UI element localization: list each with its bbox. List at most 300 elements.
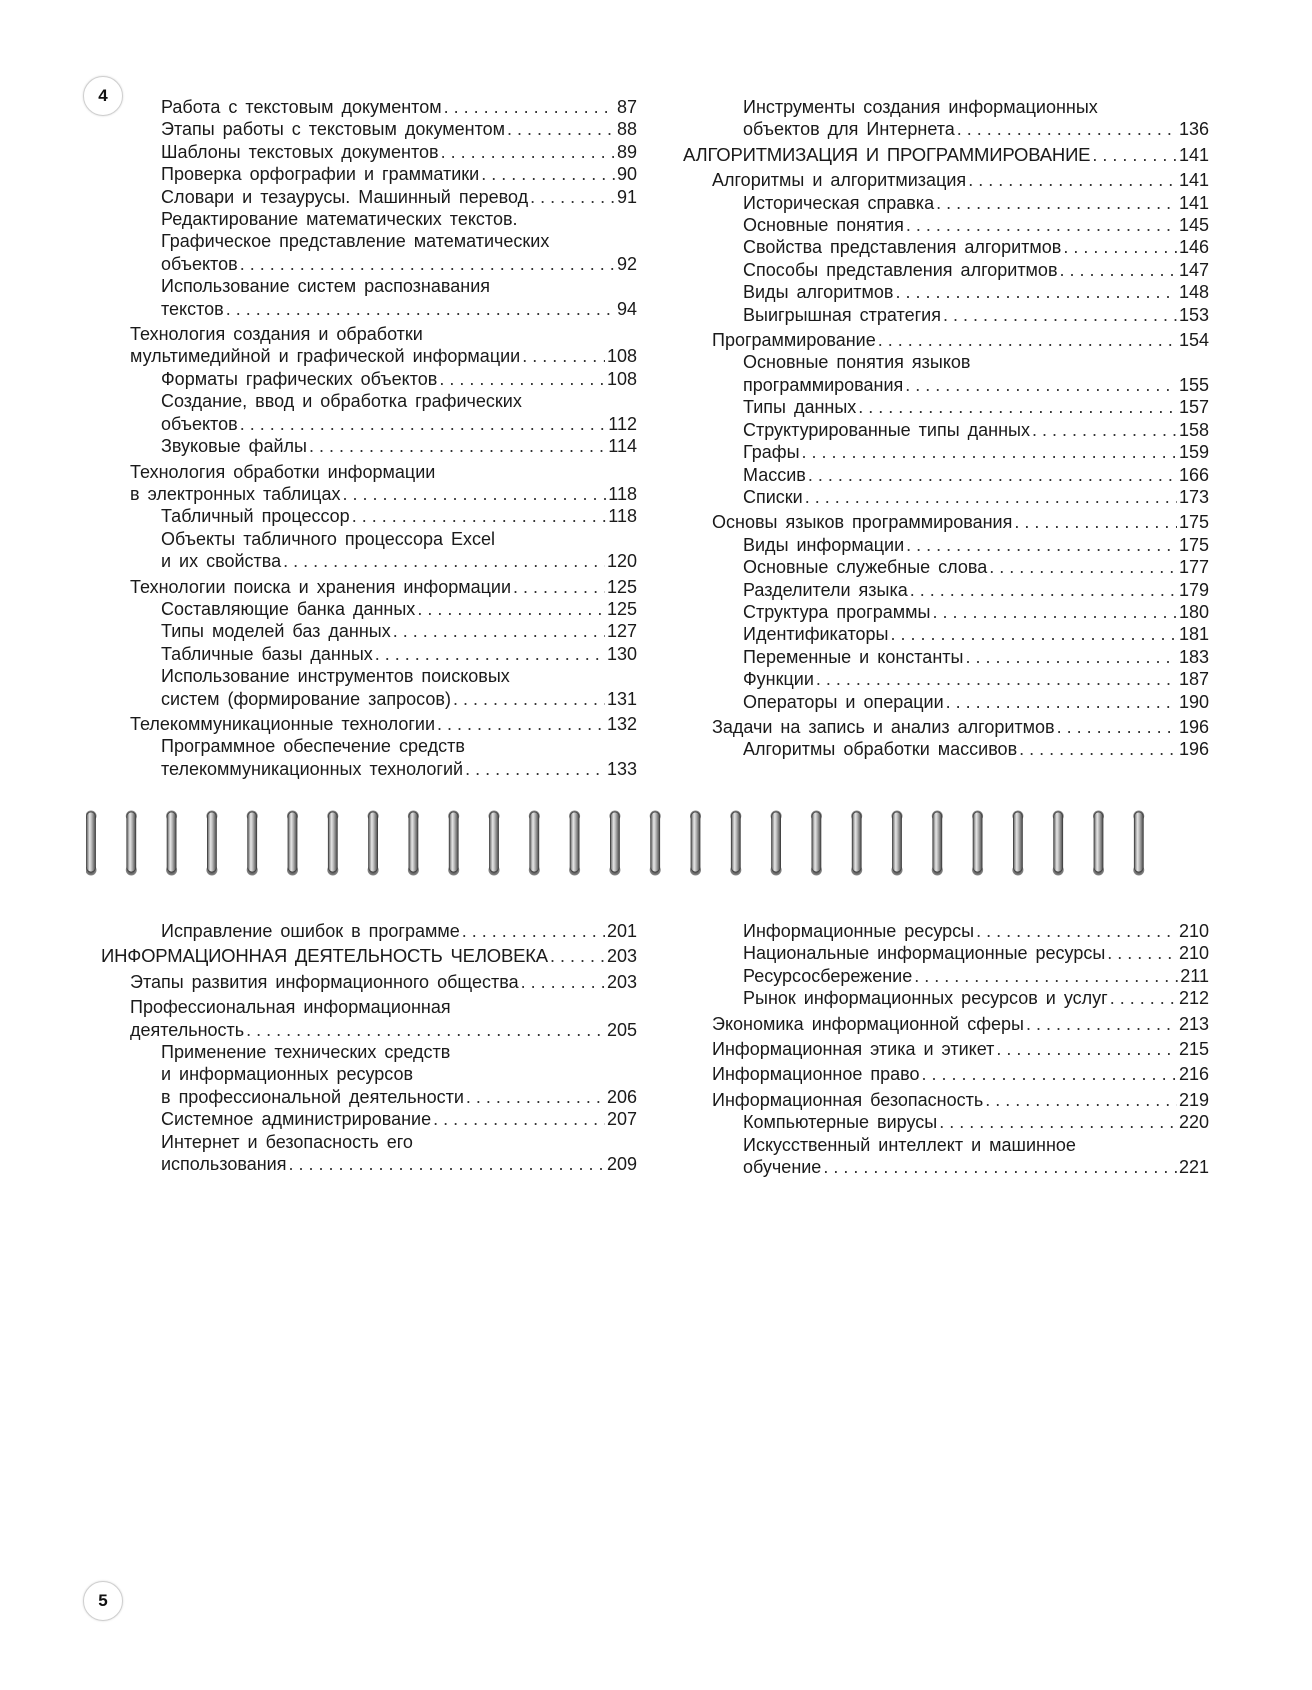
toc-entry-page: 187 <box>1178 669 1209 690</box>
toc-entry-title: Функции <box>743 669 814 690</box>
binding-ring <box>932 811 943 876</box>
toc-entry-title: Идентификаторы <box>743 624 889 645</box>
toc-entry-page: 215 <box>1178 1039 1209 1060</box>
toc-entry-page: 141 <box>1178 170 1209 191</box>
toc-entry-page: 211 <box>1180 965 1209 986</box>
toc-entry-title: Структурированные типы данных <box>743 419 1030 440</box>
toc-entry-page: 141 <box>1178 192 1209 213</box>
dot-leader <box>906 534 1177 556</box>
toc-entry-title: Массив <box>743 464 806 485</box>
dot-leader <box>985 1089 1177 1111</box>
toc-entry-page: 210 <box>1178 921 1209 941</box>
dot-leader <box>444 96 615 118</box>
page-number-bottom-label: 5 <box>98 1591 108 1610</box>
binding-ring <box>690 811 701 876</box>
toc-entry-page: 219 <box>1178 1089 1209 1110</box>
spiral-binding <box>86 808 1246 888</box>
toc-entry <box>683 1013 1209 1035</box>
toc-entry-page: 108 <box>606 368 637 389</box>
toc-entry-page: 112 <box>608 413 637 434</box>
toc-entry <box>101 141 637 163</box>
binding-ring <box>86 811 97 876</box>
toc-entry-title: телекоммуникационных технологий <box>161 758 464 779</box>
toc-entry <box>683 534 1209 556</box>
dot-leader <box>507 118 615 140</box>
toc-entry-page: 108 <box>606 346 637 367</box>
toc-entry-title: и их свойства <box>161 551 282 572</box>
toc-entry-title: Информационная безопасность <box>712 1089 984 1110</box>
dot-leader <box>1019 738 1177 760</box>
toc-entry-title: Свойства представления алгоритмов <box>743 237 1062 258</box>
toc-entry-title: Технологии поиска и хранения информации <box>130 576 512 597</box>
binding-ring <box>368 811 379 876</box>
dot-leader <box>939 1111 1177 1133</box>
dot-leader <box>1092 144 1177 166</box>
toc-entry <box>101 528 637 573</box>
toc-entry-title: Способы представления алгоритмов <box>743 259 1058 280</box>
toc-entry-title: Табличный процессор <box>161 506 350 527</box>
toc-entry-page: 92 <box>616 253 637 274</box>
binding-ring <box>730 811 741 876</box>
toc-entry-page: 159 <box>1178 442 1209 463</box>
binding-ring <box>448 811 459 876</box>
dot-leader <box>965 646 1177 668</box>
dot-leader <box>240 253 615 275</box>
toc-entry-title-line: Применение технических средств <box>161 1042 451 1063</box>
toc-entry-title-line: и информационных ресурсов <box>161 1064 414 1085</box>
toc-entry-title: Переменные и константы <box>743 646 964 667</box>
toc-entry-title: программирования <box>743 374 904 395</box>
toc-entry-page: 131 <box>606 688 637 709</box>
toc-entry-page: 205 <box>606 1019 637 1040</box>
toc-entry <box>683 192 1209 214</box>
dot-leader <box>895 281 1176 303</box>
toc-entry-title-line: Технология обработки информации <box>130 461 436 482</box>
toc-entry <box>101 275 637 320</box>
toc-entry-title: деятельность <box>130 1019 245 1040</box>
toc-entry <box>101 186 637 208</box>
binding-ring <box>247 811 258 876</box>
page-number-bottom <box>83 1581 123 1621</box>
binding-ring <box>771 811 782 876</box>
toc-entry <box>683 716 1209 738</box>
toc-entry-page: 179 <box>1178 579 1209 600</box>
toc-entry-page: 130 <box>606 643 637 664</box>
toc-entry <box>101 971 637 993</box>
dot-leader <box>342 483 606 505</box>
toc-entry <box>101 163 637 185</box>
toc-entry-page: 154 <box>1178 330 1209 351</box>
dot-leader <box>914 965 1178 987</box>
toc-entry-page: 157 <box>1178 397 1209 418</box>
toc-entry-title: Выигрышная стратегия <box>743 304 941 325</box>
toc-entry-page: 158 <box>1178 419 1209 440</box>
dot-leader <box>240 413 607 435</box>
toc-entry-title: Компьютерные вирусы <box>743 1112 938 1133</box>
binding-ring <box>609 811 620 876</box>
binding-ring <box>166 811 177 876</box>
dot-leader <box>1110 987 1177 1009</box>
toc-entry-title: Операторы и операции <box>743 691 944 712</box>
binding-ring <box>892 811 903 876</box>
dot-leader <box>989 556 1177 578</box>
toc-entry-title: Графы <box>743 442 800 463</box>
toc-entry-title: объектов <box>161 253 238 274</box>
toc-entry <box>101 323 637 368</box>
binding-ring <box>206 811 217 876</box>
toc-entry-title: Шаблоны текстовых документов <box>161 141 439 162</box>
toc-entry-title: Этапы работы с текстовым документом <box>161 119 506 140</box>
toc-entry-page: 196 <box>1178 716 1209 737</box>
dot-leader <box>802 441 1177 463</box>
toc-entry-title: Историческая справка <box>743 192 935 213</box>
dot-leader <box>906 214 1177 236</box>
dot-leader <box>226 298 615 320</box>
toc-entry-title: Основные служебные слова <box>743 557 988 578</box>
toc-entry-page: 213 <box>1178 1013 1209 1034</box>
toc-entry-page: 207 <box>606 1109 637 1130</box>
toc-entry-page: 132 <box>606 713 637 734</box>
toc-entry-page: 166 <box>1178 464 1209 485</box>
toc-entry <box>101 118 637 140</box>
binding-ring <box>327 811 338 876</box>
toc-entry-page: 175 <box>1178 512 1209 533</box>
toc-entry <box>101 435 637 457</box>
toc-top-right <box>683 96 1209 761</box>
toc-entry-title: Исправление ошибок в программе <box>161 921 460 941</box>
binding-ring <box>408 811 419 876</box>
toc-entry-title: Виды алгоритмов <box>743 282 894 303</box>
toc-entry-page: 125 <box>606 598 637 619</box>
dot-leader <box>858 396 1177 418</box>
toc-entry <box>683 1111 1209 1133</box>
dot-leader <box>943 304 1177 326</box>
toc-entry <box>101 735 637 780</box>
toc-entry-page: 87 <box>616 97 637 117</box>
toc-entry-page: 147 <box>1178 259 1209 280</box>
toc-top-left <box>101 96 637 780</box>
dot-leader <box>465 758 605 780</box>
dot-leader <box>309 435 606 457</box>
toc-entry-page: 127 <box>606 621 637 642</box>
toc-entry-page: 155 <box>1178 374 1209 395</box>
dot-leader <box>976 920 1177 942</box>
toc-entry <box>683 236 1209 258</box>
toc-entry-page: 196 <box>1178 739 1209 760</box>
dot-leader <box>1026 1013 1177 1035</box>
toc-entry-page: 173 <box>1178 486 1209 507</box>
toc-entry <box>683 1134 1209 1179</box>
binding-ring <box>1093 811 1104 876</box>
toc-entry <box>683 1063 1209 1085</box>
toc-entry-title: Ресурсосбережение <box>743 965 913 986</box>
toc-entry <box>683 464 1209 486</box>
dot-leader <box>283 550 605 572</box>
toc-entry-title-line: Объекты табличного процессора Excel <box>161 528 495 549</box>
toc-entry-page: 91 <box>616 186 637 207</box>
toc-entry-title-line: Использование инструментов поисковых <box>161 666 510 687</box>
toc-entry-title: Основные понятия <box>743 215 904 236</box>
toc-entry-page: 177 <box>1178 557 1209 578</box>
toc-entry-title: ИНФОРМАЦИОННАЯ ДЕЯТЕЛЬНОСТЬ ЧЕЛОВЕКА <box>101 945 548 967</box>
toc-entry-title: объектов <box>161 413 238 434</box>
toc-entry-title: Типы моделей баз данных <box>161 621 391 642</box>
dot-leader <box>878 329 1177 351</box>
toc-entry-title: Этапы развития информационного общества <box>130 971 519 992</box>
toc-entry <box>683 144 1209 166</box>
toc-entry-page: 89 <box>616 141 637 162</box>
toc-entry <box>683 691 1209 713</box>
toc-entry <box>683 259 1209 281</box>
dot-leader <box>957 118 1177 140</box>
toc-entry <box>683 646 1209 668</box>
toc-entry-title: Национальные информационные ресурсы <box>743 943 1106 964</box>
toc-entry <box>683 486 1209 508</box>
toc-entry <box>683 579 1209 601</box>
dot-leader <box>466 1086 605 1108</box>
toc-entry <box>101 1041 637 1108</box>
toc-entry <box>101 1108 637 1130</box>
toc-entry <box>683 556 1209 578</box>
dot-leader <box>439 368 605 390</box>
toc-entry-page: 181 <box>1178 624 1209 645</box>
dot-leader <box>1107 942 1177 964</box>
toc-entry-title-line: Технология создания и обработки <box>130 324 423 345</box>
toc-entry-page: 118 <box>608 506 637 527</box>
dot-leader <box>522 345 605 367</box>
toc-entry <box>101 505 637 527</box>
toc-entry <box>683 987 1209 1009</box>
dot-leader <box>1032 419 1177 441</box>
dot-leader <box>910 579 1177 601</box>
binding-ring <box>851 811 862 876</box>
toc-bottom-right <box>683 920 1209 1178</box>
toc-entry <box>101 945 637 967</box>
toc-entry <box>101 920 637 942</box>
toc-entry-title: Форматы графических объектов <box>161 368 438 389</box>
toc-entry <box>101 368 637 390</box>
dot-leader <box>946 691 1177 713</box>
binding-ring <box>1053 811 1064 876</box>
toc-entry-title-line: Программное обеспечение средств <box>161 736 465 757</box>
binding-ring <box>811 811 822 876</box>
toc-entry-title: Задачи на запись и анализ алгоритмов <box>712 716 1055 737</box>
toc-entry-title: Списки <box>743 486 803 507</box>
toc-entry-title: мультимедийной и графической информации <box>130 346 521 367</box>
toc-entry-page: 88 <box>616 119 637 140</box>
toc-entry-title: Информационное право <box>712 1064 920 1085</box>
toc-entry-title-line: Графическое представление математических <box>161 231 550 252</box>
toc-entry <box>101 996 637 1041</box>
toc-entry-title: Работа с текстовым документом <box>161 97 442 117</box>
toc-entry <box>683 96 1209 141</box>
dot-leader <box>288 1153 604 1175</box>
toc-entry <box>683 920 1209 942</box>
toc-entry <box>101 96 637 118</box>
toc-entry-title: Структура программы <box>743 601 931 622</box>
toc-entry-page: 209 <box>606 1154 637 1175</box>
toc-entry-page: 148 <box>1178 282 1209 303</box>
dot-leader <box>453 688 605 710</box>
toc-entry <box>683 1038 1209 1060</box>
toc-entry-page: 175 <box>1178 534 1209 555</box>
dot-leader <box>417 598 605 620</box>
toc-entry-page: 190 <box>1178 691 1209 712</box>
toc-bottom-left <box>101 920 637 1175</box>
dot-leader <box>1057 716 1177 738</box>
dot-leader <box>462 920 605 942</box>
toc-entry-page: 94 <box>616 298 637 319</box>
page-number-top-label: 4 <box>98 86 108 105</box>
toc-entry <box>101 208 637 275</box>
binding-ring <box>972 811 983 876</box>
toc-entry <box>683 351 1209 396</box>
toc-entry-title: Информационная этика и этикет <box>712 1039 995 1060</box>
toc-entry-page: 183 <box>1178 646 1209 667</box>
toc-entry-title: Типы данных <box>743 397 857 418</box>
dot-leader <box>246 1019 605 1041</box>
dot-leader <box>936 192 1177 214</box>
toc-entry <box>683 281 1209 303</box>
toc-entry-page: 220 <box>1178 1112 1209 1133</box>
toc-entry-page: 118 <box>608 483 637 504</box>
toc-entry-page: 136 <box>1178 119 1209 140</box>
toc-entry-page: 133 <box>606 758 637 779</box>
toc-entry-page: 221 <box>1178 1157 1209 1178</box>
toc-entry <box>101 643 637 665</box>
dot-leader <box>808 464 1177 486</box>
toc-entry-page: 210 <box>1178 943 1209 964</box>
toc-entry-page: 203 <box>606 971 637 992</box>
toc-entry-page: 203 <box>606 946 637 967</box>
toc-entry-title: в профессиональной деятельности <box>161 1086 464 1107</box>
toc-entry-title: Алгоритмы обработки массивов <box>743 739 1018 760</box>
toc-entry-page: 180 <box>1178 601 1209 622</box>
toc-entry <box>683 214 1209 236</box>
binding-ring <box>287 811 298 876</box>
toc-entry <box>683 441 1209 463</box>
toc-entry <box>101 461 637 506</box>
toc-entry <box>683 738 1209 760</box>
dot-leader <box>550 945 605 967</box>
toc-entry-title: Табличные базы данных <box>161 643 373 664</box>
toc-entry-title: обучение <box>743 1157 822 1178</box>
dot-leader <box>437 713 605 735</box>
toc-entry <box>101 620 637 642</box>
toc-entry-page: 141 <box>1178 144 1209 165</box>
toc-entry-title: объектов для Интернета <box>743 119 955 140</box>
toc-entry <box>101 576 637 598</box>
dot-leader <box>823 1156 1177 1178</box>
toc-entry <box>683 942 1209 964</box>
toc-entry-page: 146 <box>1178 237 1209 258</box>
binding-ring <box>1012 811 1023 876</box>
toc-entry-title: Рынок информационных ресурсов и услуг <box>743 988 1108 1009</box>
dot-leader <box>968 169 1177 191</box>
toc-entry-title: текстов <box>161 298 224 319</box>
dot-leader <box>481 163 615 185</box>
dot-leader <box>1063 236 1177 258</box>
toc-entry-title: Системное администрирование <box>161 1109 432 1130</box>
toc-entry-title: Виды информации <box>743 534 905 555</box>
toc-entry-page: 145 <box>1178 215 1209 236</box>
dot-leader <box>433 1108 605 1130</box>
toc-entry <box>683 304 1209 326</box>
toc-entry-title: АЛГОРИТМИЗАЦИЯ И ПРОГРАММИРОВАНИЕ <box>683 143 1091 165</box>
dot-leader <box>352 505 607 527</box>
toc-entry-title: использования <box>161 1154 287 1175</box>
toc-entry-title-line: Профессиональная информационная <box>130 997 451 1018</box>
toc-entry <box>101 598 637 620</box>
toc-entry-title-line: Использование систем распознавания <box>161 276 490 297</box>
toc-entry <box>101 713 637 735</box>
toc-entry-page: 201 <box>606 921 637 941</box>
binding-ring <box>489 811 500 876</box>
toc-entry-page: 206 <box>606 1086 637 1107</box>
toc-entry-title-line: Создание, ввод и обработка графических <box>161 391 522 412</box>
toc-entry-title: Словари и тезаурусы. Машинный перевод <box>161 186 529 207</box>
dot-leader <box>1060 259 1177 281</box>
dot-leader <box>530 186 615 208</box>
toc-entry-page: 212 <box>1178 988 1209 1009</box>
toc-entry-title: Основы языков программирования <box>712 512 1013 533</box>
toc-entry <box>683 419 1209 441</box>
dot-leader <box>375 643 605 665</box>
toc-entry-title: Программирование <box>712 330 876 351</box>
toc-entry-page: 114 <box>608 436 637 457</box>
toc-entry-title-line: Редактирование математических текстов. <box>161 209 518 230</box>
toc-entry-page: 153 <box>1178 304 1209 325</box>
toc-entry-title-line: Основные понятия языков <box>743 352 971 373</box>
dot-leader <box>805 486 1177 508</box>
toc-entry <box>683 623 1209 645</box>
toc-entry-title: Телекоммуникационные технологии <box>130 713 436 734</box>
binding-ring <box>569 811 580 876</box>
toc-entry-title: Разделители языка <box>743 579 908 600</box>
toc-entry-title: Проверка орфографии и грамматики <box>161 164 480 185</box>
toc-entry-page: 216 <box>1178 1064 1209 1085</box>
dot-leader <box>905 374 1177 396</box>
toc-entry-page: 125 <box>606 576 637 597</box>
toc-entry <box>683 668 1209 690</box>
toc-entry <box>683 329 1209 351</box>
binding-ring <box>126 811 137 876</box>
toc-entry-page: 120 <box>606 551 637 572</box>
toc-entry <box>683 601 1209 623</box>
toc-entry-title: систем (формирование запросов) <box>161 688 451 709</box>
toc-entry-title-line: Интернет и безопасность его <box>161 1131 413 1152</box>
toc-entry <box>101 665 637 710</box>
toc-entry-title: Алгоритмы и алгоритмизация <box>712 170 967 191</box>
toc-entry-title: Информационные ресурсы <box>743 921 975 941</box>
toc-entry <box>683 511 1209 533</box>
toc-entry <box>683 396 1209 418</box>
toc-entry-title: в электронных таблицах <box>130 483 341 504</box>
dot-leader <box>816 668 1177 690</box>
binding-ring <box>650 811 661 876</box>
toc-entry <box>683 169 1209 191</box>
dot-leader <box>932 601 1177 623</box>
toc-entry-title: Экономика информационной сферы <box>712 1013 1024 1034</box>
dot-leader <box>890 623 1177 645</box>
dot-leader <box>513 576 605 598</box>
dot-leader <box>393 620 605 642</box>
toc-entry <box>683 1089 1209 1111</box>
binding-ring <box>529 811 540 876</box>
dot-leader <box>441 141 615 163</box>
dot-leader <box>521 971 605 993</box>
toc-entry-page: 90 <box>616 164 637 185</box>
